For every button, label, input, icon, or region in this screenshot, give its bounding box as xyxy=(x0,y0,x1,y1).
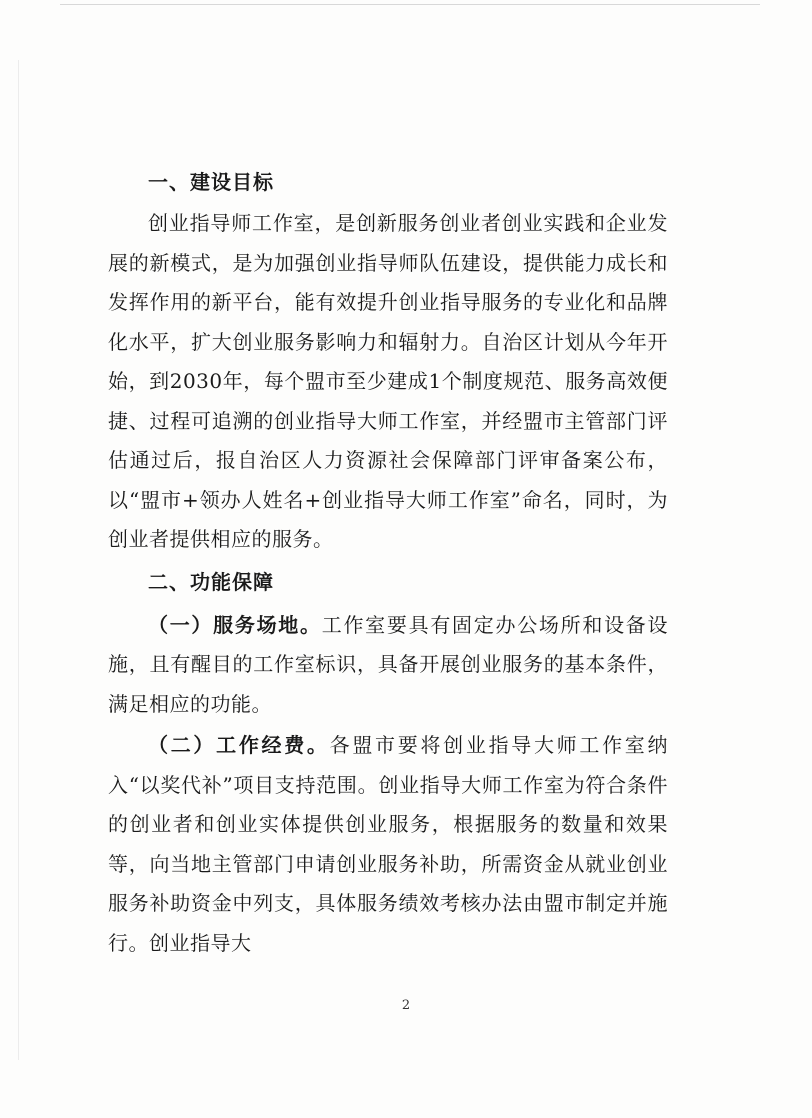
subsection-venue-text: 工作室要具有固定办公场所和设备设施，且有醒目的工作室标识，具备开展创业服务的基本条件，满足相应的功能。 xyxy=(108,612,669,716)
document-body xyxy=(108,160,668,963)
scan-edge-line xyxy=(60,4,760,5)
section-heading-goals: 一、建设目标 xyxy=(148,170,274,194)
subsection-funding-title: （二）工作经费。 xyxy=(148,733,330,757)
subsection-funding-text: 各盟市要将创业指导大师工作室纳入“以奖代补”项目支持范围。创业指导大师工作室为符合条件的创业者和创业实体提供创业服务，根据服务的数量和效果等，向当地主管部门申请创业服务补助，所需资金从就业创业服务补助资金中列支，具体服务绩效考核办法由盟市制定并施行。创业指导大 xyxy=(108,733,669,955)
goals-paragraph: 创业指导师工作室，是创新服务创业者创业实践和企业发展的新模式，是为加强创业指导师队伍建设，提供能力成长和发挥作用的新平台，能有效提升创业指导服务的专业化和品牌化水平，扩大创业服务影响力和辐射力。自治区计划从今年开始，到2030年，每个盟市至少建成1个制度规范、服务高效便捷、过程可追溯的创业指导大师工作室，并经盟市主管部门评估通过后，报自治区人力资源社会保障部门评审备案公布，以“盟市+领办人姓名+创业指导大师工作室”命名，同时，为创业者提供相应的服务。 xyxy=(108,211,668,551)
subsection-venue-title: （一）服务场地。 xyxy=(148,612,322,637)
page-number: 2 xyxy=(401,998,411,1013)
section-heading-functions: 二、功能保障 xyxy=(148,569,274,594)
scan-edge-line xyxy=(18,60,19,1060)
subsection-venue xyxy=(108,606,668,725)
subsection-funding xyxy=(108,726,668,963)
